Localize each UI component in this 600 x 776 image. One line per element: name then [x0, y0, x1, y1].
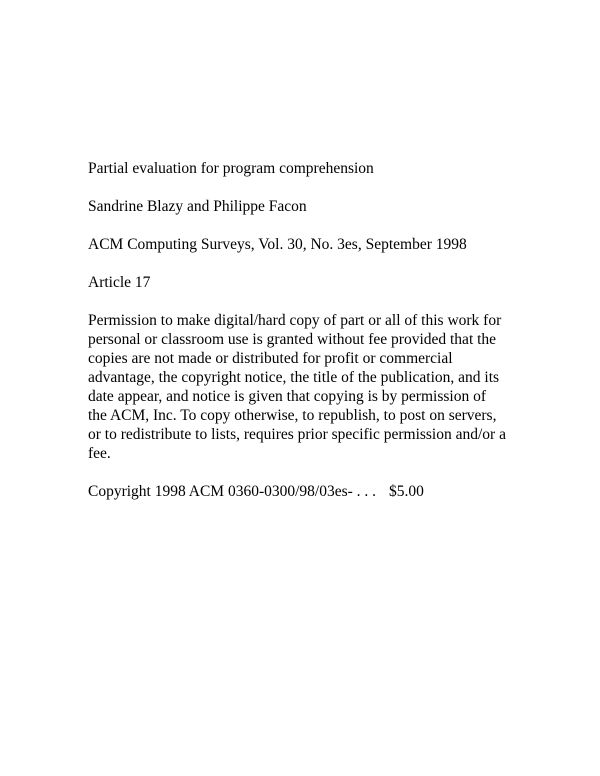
journal-citation: ACM Computing Surveys, Vol. 30, No. 3es, September 1998 [88, 236, 467, 253]
permission-line: advantage, the copyright notice, the title of the publication, and its [88, 369, 500, 386]
document-authors: Sandrine Blazy and Philippe Facon [88, 198, 307, 215]
permission-line: date appear, and notice is given that copying is by permission of [88, 388, 486, 405]
permission-line: copies are not made or distributed for profit or commercial [88, 350, 453, 367]
permission-line: or to redistribute to lists, requires prior specific permission and/or a [88, 426, 506, 443]
permission-line: personal or classroom use is granted without fee provided that the [88, 331, 497, 348]
permission-notice [88, 311, 528, 463]
document-page [88, 159, 528, 520]
permission-line: fee. [88, 445, 111, 462]
price-text: $5.00 [389, 483, 424, 500]
article-number: Article 17 [88, 274, 151, 291]
permission-line: Permission to make digital/hard copy of part or all of this work for [88, 312, 502, 329]
copyright-text: Copyright 1998 ACM 0360-0300/98/03es- . . . [88, 483, 377, 500]
permission-line: the ACM, Inc. To copy otherwise, to republish, to post on servers, [88, 407, 497, 424]
document-title: Partial evaluation for program comprehension [88, 160, 374, 177]
copyright-line [88, 482, 528, 501]
